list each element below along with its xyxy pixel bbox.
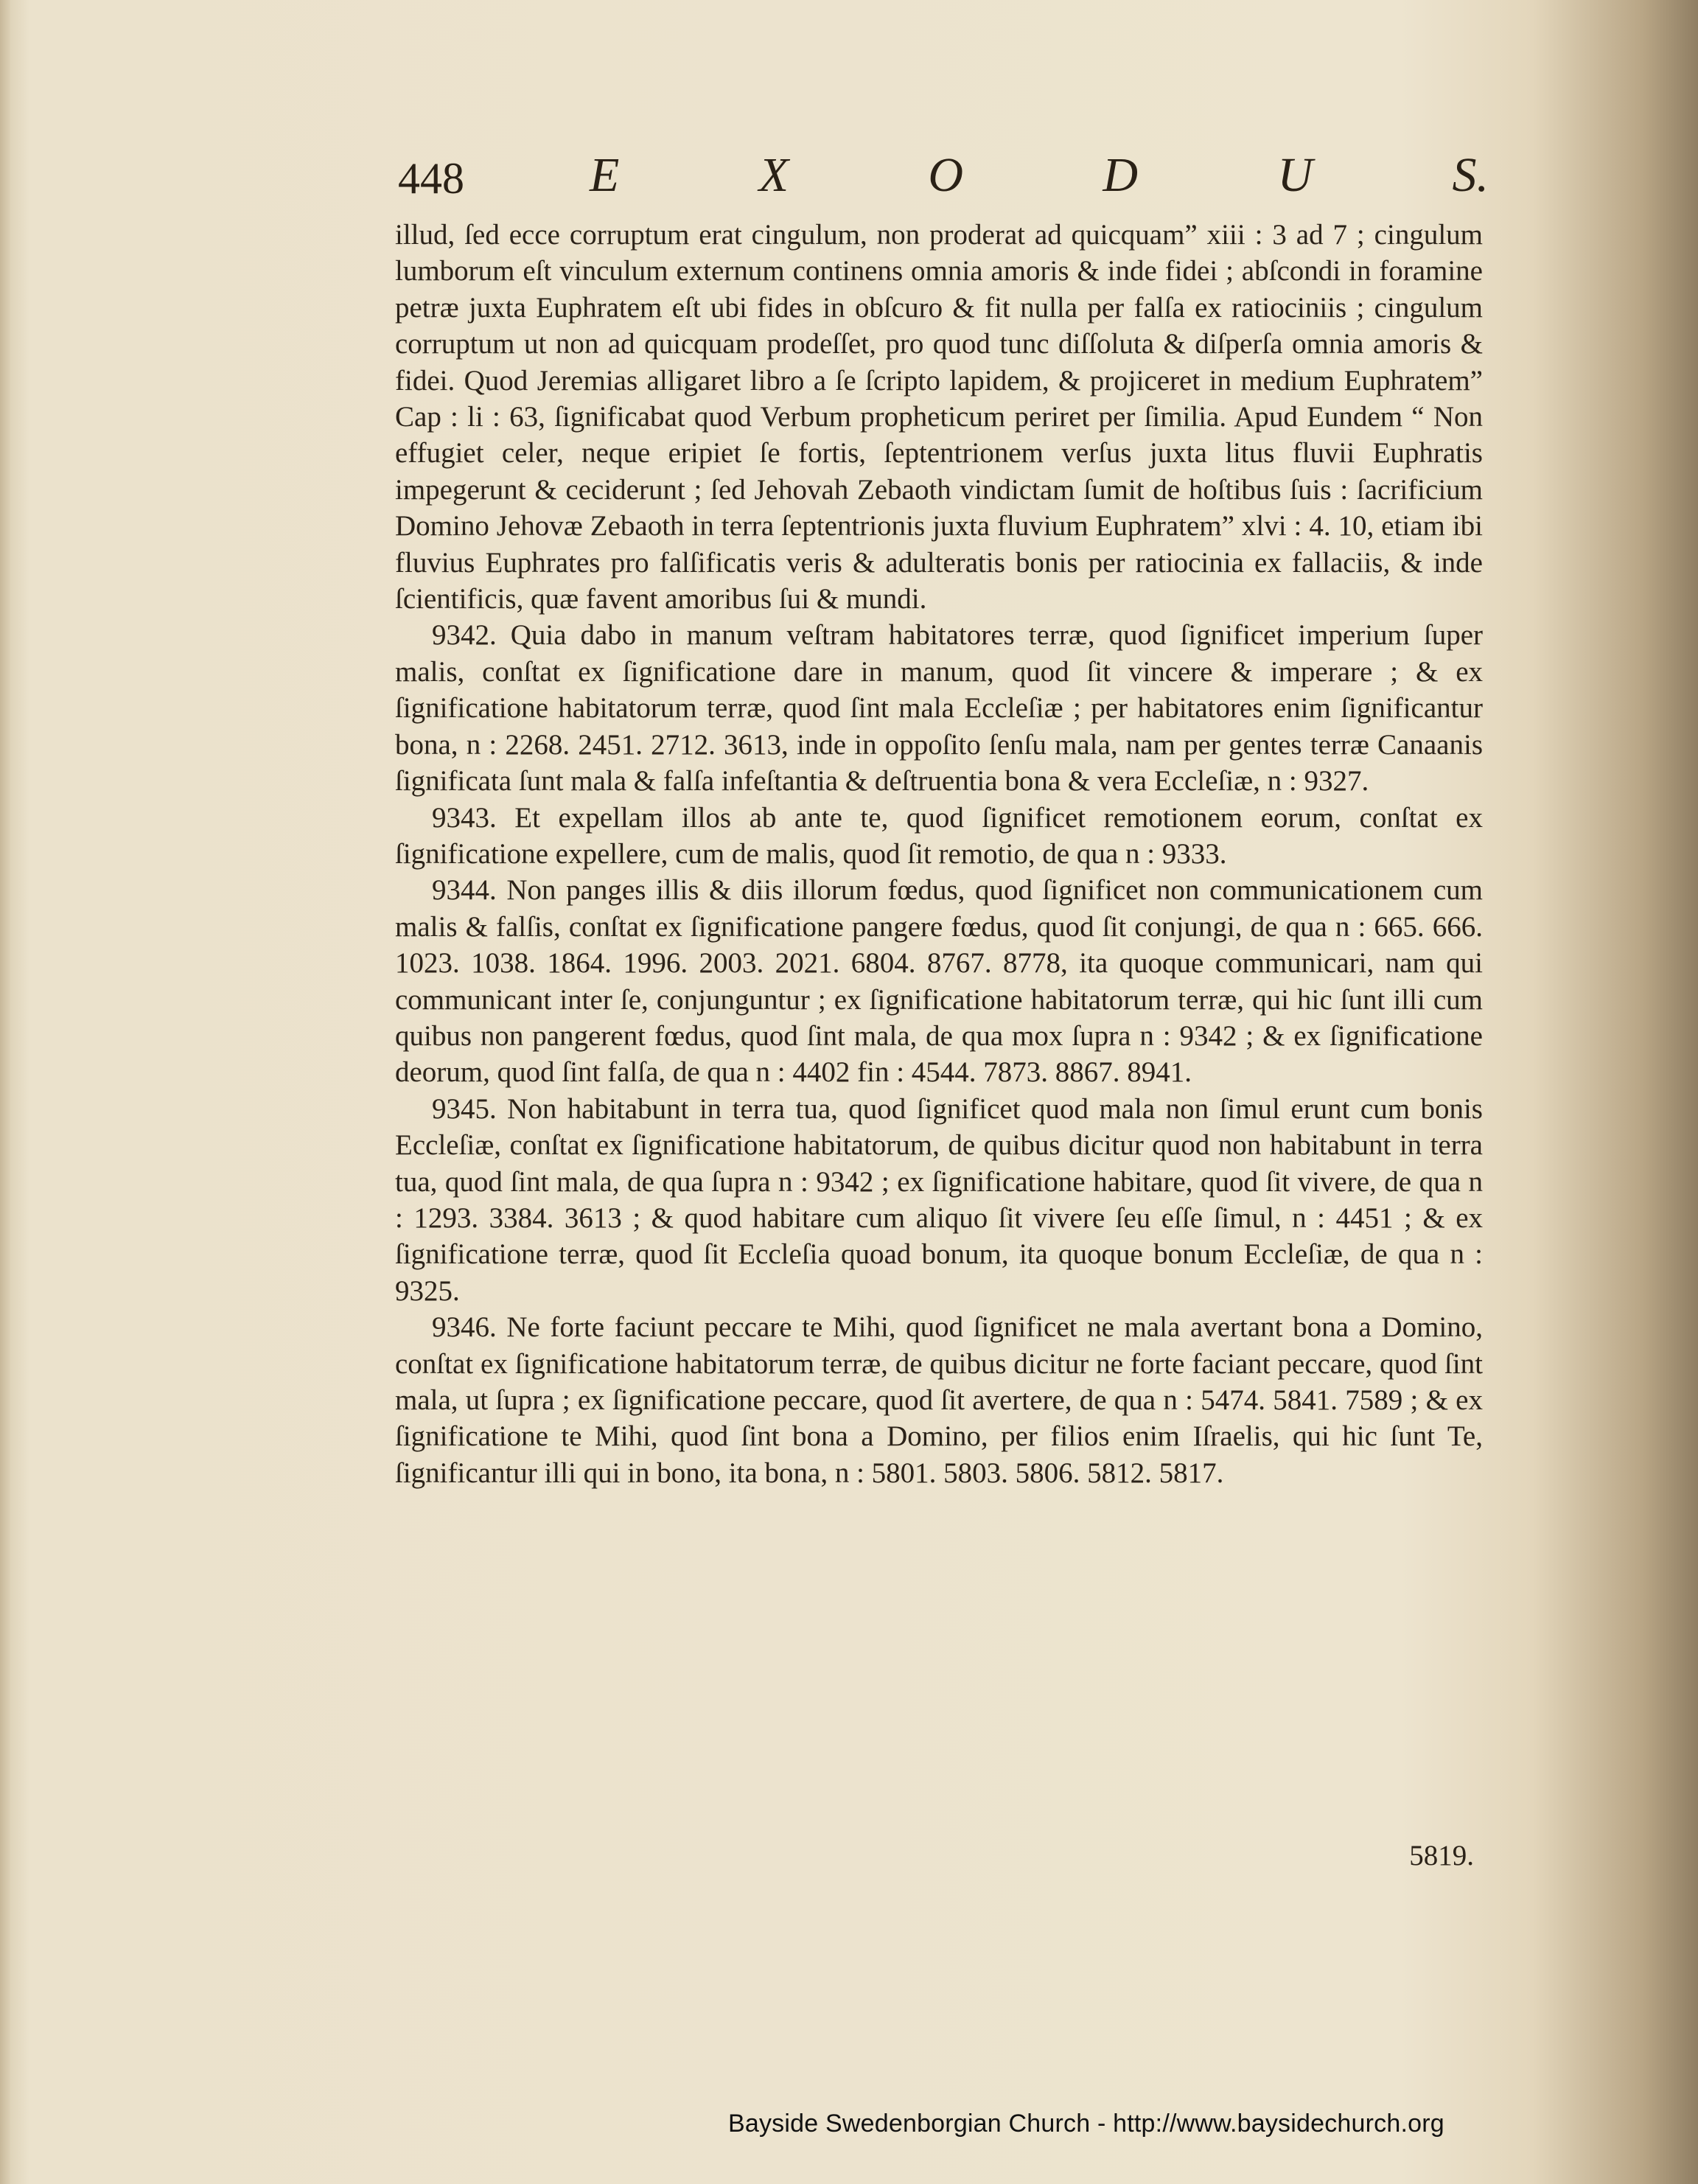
running-head-letter: U	[1277, 148, 1313, 202]
running-head	[590, 147, 1489, 203]
running-head-letter: O	[928, 148, 964, 202]
paragraph-9342: 9342. Quia dabo in manum veſtram habitatores terræ, quod ſignificet imperium ſuper malis, conſtat ex ſignificatione dare in manum, quod ſit vincere & imperare ; & ex ſignificatione habitatorum terræ, quod ſint mala Eccleſiæ ; per habitatores enim ſignificantur bona, n : 2268. 2451. 2712. 3613, inde in oppoſito ſenſu mala, nam per gentes terræ Canaanis ſignificata ſunt mala & falſa infeſtantia & deſtruentia bona & vera Eccleſiæ, n : 9327.	[395, 619, 1483, 798]
closing-reference-number: 5819.	[1409, 1840, 1474, 1871]
body-text	[395, 217, 1483, 1491]
page-header	[398, 147, 1489, 203]
paragraph-9343: 9343. Et expellam illos ab ante te, quod ſignificet remotionem eorum, conſtat ex ſignificatione expellere, cum de malis, quod ſit remotio, de qua n : 9333.	[395, 801, 1483, 870]
paragraph-9344: 9344. Non panges illis & diis illorum fœdus, quod ſignificet non communicationem cum malis & falſis, conſtat ex ſignificatione pangere fœdus, quod ſit conjungi, de qua n : 665. 666. 1023. 1038. 1864. 1996. 2003. 2021. 6804. 8767. 8778, ita quoque communicari, nam qui communicant inter ſe, conjunguntur ; ex ſignificatione habitatorum terræ, qui hic ſunt illi cum quibus non pangerent fœdus, quod ſint mala, de qua mox ſupra n : 9342 ; & ex ſignificatione deorum, quod ſint falſa, de qua n : 4402 fin : 4544. 7873. 8867. 8941.	[395, 874, 1483, 1089]
page-gutter-edge	[0, 0, 10, 2184]
running-head-letter: X	[758, 148, 789, 202]
footer-credit: Bayside Swedenborgian Church - http://www.baysidechurch.org	[728, 2110, 1444, 2138]
paragraph-9345: 9345. Non habitabunt in terra tua, quod ſignificet quod mala non ſimul erunt cum bonis Eccleſiæ, conſtat ex ſignificatione habitatorum, de quibus dicitur quod non habitabunt in terra tua, quod ſint mala, de qua ſupra n : 9342 ; ex ſignificatione habitare, quod ſit vivere, de qua n : 1293. 3384. 3613 ; & quod habitare cum aliquo ſit vivere ſeu eſſe ſimul, n : 4451 ; & ex ſignificatione terræ, quod ſit Eccleſia quoad bonum, ita quoque bonum Eccleſiæ, de qua n : 9325.	[395, 1092, 1483, 1307]
running-head-letter: S.	[1452, 148, 1489, 202]
page-number: 448	[398, 154, 464, 203]
paragraph-continued: illud, ſed ecce corruptum erat cingulum, non proderat ad quicquam” xiii : 3 ad 7 ; cingulum lumborum eſt vinculum externum continens omnia amoris & inde fidei ; abſcondi in foramine petræ juxta Euphratem eſt ubi fides in obſcuro & fit nulla per falſa ex ratiociniis ; cingulum corruptum ut non ad quicquam prodeſſet, pro quod tunc diſſoluta & diſperſa omnia amoris & fidei. Quod Jeremias alligaret libro a ſe ſcripto lapidem, & projiceret in medium Euphratem” Cap : li : 63, ſignificabat quod Verbum propheticum periret per ſimilia. Apud Eundem “ Non effugiet celer, neque eripiet ſe fortis, ſeptentrionem verſus juxta litus fluvii Euphratis impegerunt & ceciderunt ; ſed Jehovah Zebaoth vindictam ſumit de hoſtibus ſuis : ſacrificium Domino Jehovæ Zebaoth in terra ſeptentrionis juxta fluvium Euphratem” xlvi : 4. 10, etiam ibi fluvius Euphrates pro falſificatis veris & adulteratis bonis per ratiocinia ex fallaciis, & inde ſcientificis, quæ favent amoribus ſui & mundi.	[395, 219, 1483, 615]
running-head-letter: E	[590, 148, 620, 202]
paragraph-9346: 9346. Ne forte faciunt peccare te Mihi, quod ſignificet ne mala avertant bona a Domino, conſtat ex ſignificatione habitatorum terræ, de quibus dicitur ne forte faciant peccare, quod ſint mala, ut ſupra ; ex ſignificatione peccare, quod ſit avertere, de qua n : 5474. 5841. 7589 ; & ex ſignificatione te Mihi, quod ſint bona a Domino, per filios enim Iſraelis, qui hic ſunt Te, ſignificantur illi qui in bono, ita bona, n : 5801. 5803. 5806. 5812. 5817.	[395, 1311, 1483, 1489]
running-head-letter: D	[1103, 148, 1139, 202]
